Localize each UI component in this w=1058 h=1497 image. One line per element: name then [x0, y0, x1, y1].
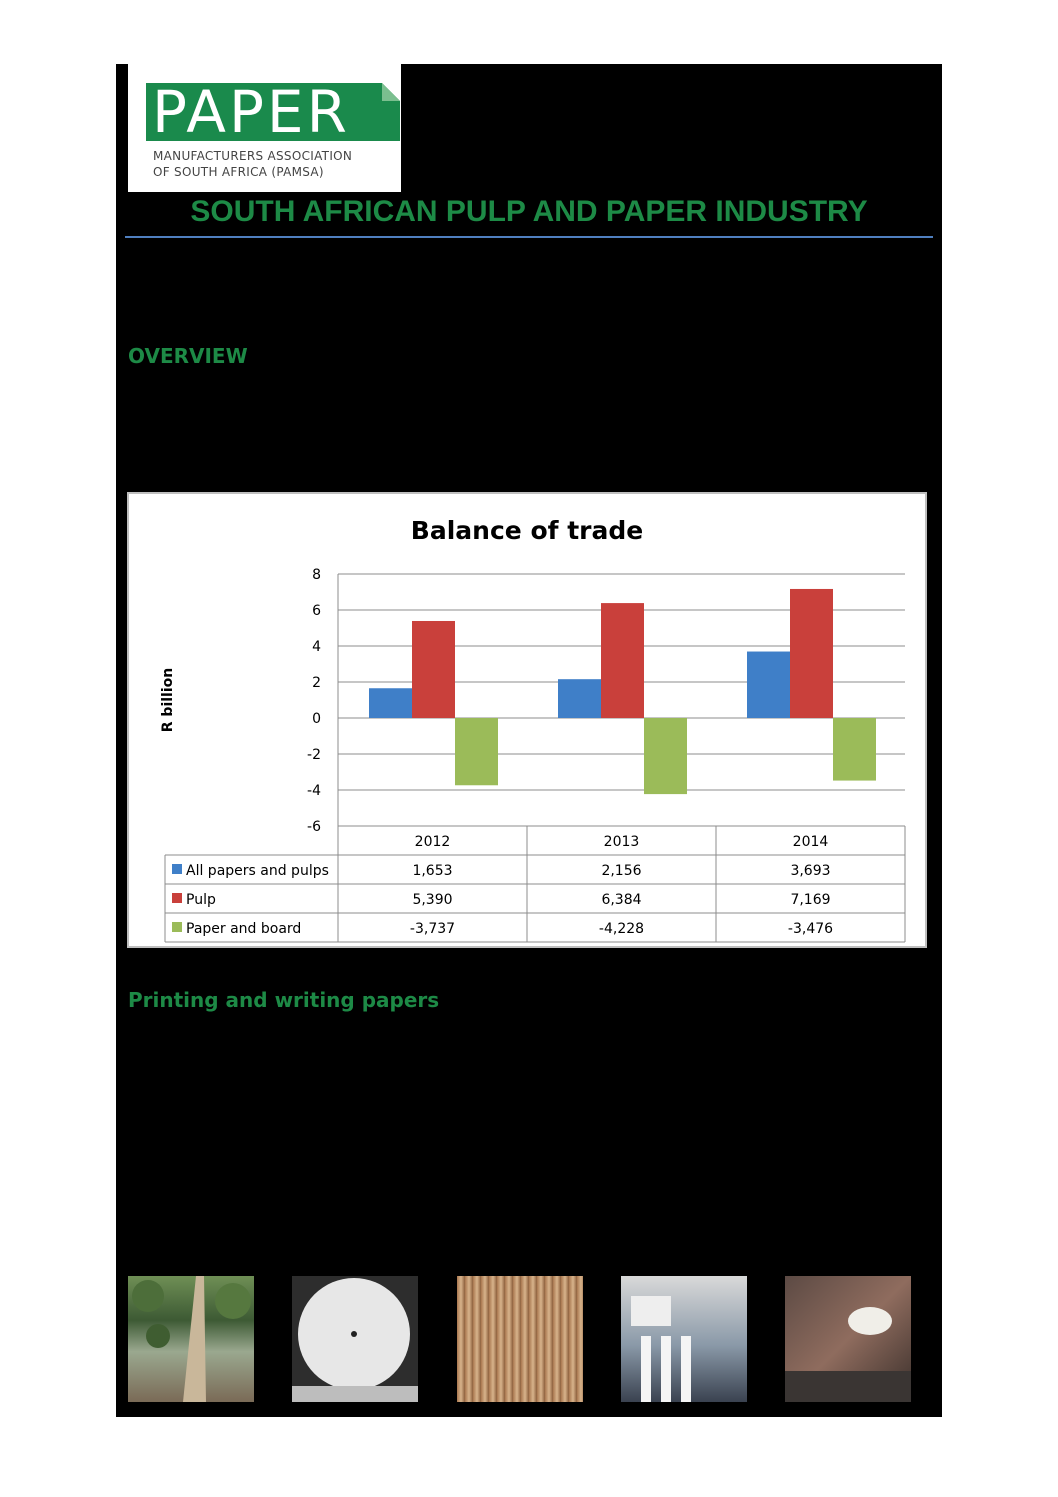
corrugated-board-photo	[457, 1276, 583, 1402]
bar	[558, 679, 601, 718]
data-label: -4,228	[598, 921, 645, 937]
overview-heading: OVERVIEW	[128, 344, 248, 368]
y-tick-label: 4	[312, 639, 321, 655]
legend-label: Paper and board	[186, 921, 302, 937]
bar	[790, 589, 833, 718]
pulp-fibre-photo	[785, 1276, 911, 1402]
y-tick-label: -4	[307, 783, 321, 799]
legend-key	[172, 893, 182, 903]
legend-key	[172, 922, 182, 932]
paper-roll-photo	[292, 1276, 418, 1402]
y-tick-label: 8	[312, 567, 321, 583]
y-tick-label: 0	[312, 711, 321, 727]
legend-key	[172, 864, 182, 874]
bar	[601, 603, 644, 718]
data-label: 5,390	[412, 892, 453, 908]
data-label: 2,156	[601, 863, 642, 879]
tissue-rolls-photo	[621, 1276, 747, 1402]
bar	[412, 621, 455, 718]
logo-line-2: OF SOUTH AFRICA (PAMSA)	[153, 165, 324, 179]
data-label: 7,169	[790, 892, 831, 908]
page-title: SOUTH AFRICAN PULP AND PAPER INDUSTRY	[190, 195, 868, 228]
y-tick-label: -6	[307, 819, 321, 835]
data-label: 3,693	[790, 863, 831, 879]
category-label: 2012	[414, 834, 451, 850]
printing-heading: Printing and writing papers	[128, 988, 440, 1012]
category-label: 2014	[792, 834, 829, 850]
y-axis-label: R billion	[160, 667, 176, 733]
legend-label: All papers and pulps	[186, 863, 329, 879]
eucalyptus-trees-photo	[128, 1276, 254, 1402]
bar	[644, 718, 687, 794]
logo-line-1: MANUFACTURERS ASSOCIATION	[153, 149, 353, 163]
category-label: 2013	[603, 834, 640, 850]
data-label: -3,737	[409, 921, 456, 937]
bar	[747, 652, 790, 718]
y-tick-label: 6	[312, 603, 321, 619]
y-tick-label: 2	[312, 675, 321, 691]
data-label: 1,653	[412, 863, 453, 879]
chart-title: Balance of trade	[410, 516, 644, 545]
bar	[455, 718, 498, 785]
data-label: 6,384	[601, 892, 642, 908]
bar	[833, 718, 876, 781]
y-tick-label: -2	[307, 747, 321, 763]
logo-word: PAPER	[152, 78, 350, 146]
bar	[369, 688, 412, 718]
legend-label: Pulp	[186, 892, 216, 908]
data-label: -3,476	[787, 921, 834, 937]
